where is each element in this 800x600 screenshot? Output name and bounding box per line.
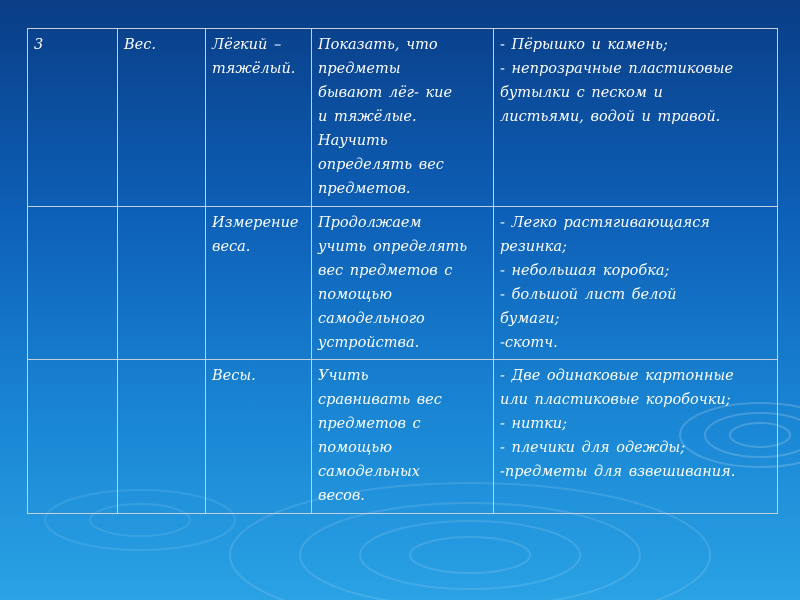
cell-goal-text: Показать, что предметы бывают лёг- кие и тяжёлые. Научить определять вес предметов.: [318, 37, 453, 197]
table-row: [28, 29, 778, 207]
cell-topic-text: Вес.: [124, 37, 156, 53]
cell-number-text: 3: [34, 37, 44, 53]
cell-topic: [118, 360, 206, 514]
cell-subtopic: [206, 360, 312, 514]
cell-materials: [494, 207, 778, 360]
cell-subtopic: [206, 29, 312, 207]
cell-materials: [494, 29, 778, 207]
cell-number: [28, 360, 118, 514]
cell-materials-text: - Легко растягивающаяся резинка; - небольшая коробка; - большой лист белой бумаги; -скотч.: [500, 215, 710, 351]
cell-materials-text: - Две одинаковые картонные или пластиковые коробочки; - нитки; - плечики для одежды; -предметы для взвешивания.: [500, 368, 736, 480]
cell-number: [28, 207, 118, 360]
cell-subtopic-text: Лёгкий – тяжёлый.: [212, 37, 296, 77]
cell-topic: [118, 207, 206, 360]
cell-goal: [312, 360, 494, 514]
cell-materials: [494, 360, 778, 514]
cell-goal-text: Учить сравнивать вес предметов с помощью самодельных весов.: [318, 368, 442, 504]
lesson-plan-table: [27, 28, 778, 514]
table-row: [28, 360, 778, 514]
table-row: [28, 207, 778, 360]
cell-subtopic: [206, 207, 312, 360]
cell-goal: [312, 29, 494, 207]
cell-subtopic-text: Измерение веса.: [212, 215, 299, 255]
cell-goal: [312, 207, 494, 360]
cell-goal-text: Продолжаем учить определять вес предметов с помощью самодельного устройства.: [318, 215, 468, 351]
cell-materials-text: - Пёрышко и камень; - непрозрачные пластиковые бутылки с песком и листьями, водой и травой.: [500, 37, 734, 125]
cell-number: [28, 29, 118, 207]
cell-subtopic-text: Весы.: [212, 368, 256, 384]
cell-topic: [118, 29, 206, 207]
